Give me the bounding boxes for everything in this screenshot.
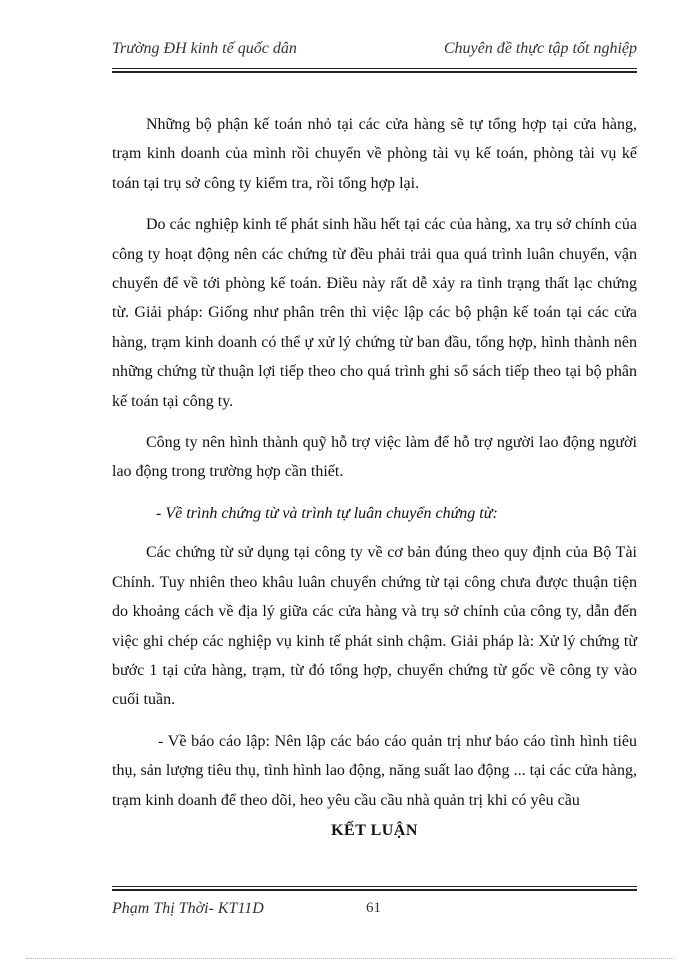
paragraph-document-usage: Các chứng từ sử dụng tại công ty về cơ bản đúng theo quy định của Bộ Tài Chính. Tuy nhiên theo khâu luân chuyển chứng từ tại công chưa được thuận tiện do khoảng cách về địa lý giữa các cửa hàng và trụ sở chính của công ty, dẫn đến việc ghi chép các nghiệp vụ kinh tế phát sinh chậm. Giải pháp là: Xử lý chứng từ bước 1 tại cửa hàng, trạm, từ đó tổng hợp, chuyển chứng từ gốc về công ty vào cuối tuần. [112,544,637,709]
header-report-title: Chuyên đề thực tập tốt nghiệp [443,40,637,57]
page-number: 61 [366,900,381,916]
footer-divider [112,886,637,891]
page-header [112,40,637,64]
document-body [112,110,637,827]
bullet-document-procedure: - Về trình chứng từ và trình tự luân chuyển chứng từ: [156,504,498,522]
header-divider [112,68,637,73]
paragraph-document-flow: Do các nghiệp kinh tế phát sinh hầu hết tại các của hàng, xa trụ sở chính của công ty hoạt động nên các chứng từ đều phải trải qua quá trình luân chuyển, vận chuyển để về tới phòng kế toán. Điều này rất dễ xảy ra tình trạng thất lạc chứng từ. Giải pháp: Giống như phân trên thì việc lập các bộ phận kế toán tại các cửa hàng, trạm kinh doanh có thể ự xử lý chứng từ ban đầu, tổng hợp, hình thành nên những chứng từ thuận lợi tiếp theo cho quá trình ghi sổ sách tiếp theo tại bộ phân kế toán tại công ty. [112,216,637,410]
footer-author: Phạm Thị Thời- KT11D [112,900,264,917]
paragraph-support-fund: Công ty nên hình thành quỹ hỗ trợ việc làm để hỗ trợ người lao động người lao động trong trường hợp cần thiết. [112,434,637,481]
paragraph-accounting-units: Những bộ phận kế toán nhỏ tại các cửa hàng sẽ tự tổng hợp tại cửa hàng, trạm kinh doanh của mình rồi chuyển về phòng tài vụ kế toán, phòng tài vụ kế toán tại trụ sở công ty kiểm tra, rồi tổng hợp lại. [112,116,637,192]
header-university: Trường ĐH kinh tế quốc dân [112,40,297,57]
page-edge-dotted-line [26,958,674,959]
page-footer [112,900,637,924]
bullet-reporting: - Về báo cáo lập: Nên lập các báo cáo quản trị như báo cáo tình hình tiêu thụ, sản lượng tiêu thụ, tình hình lao động, năng suất lao động ... tại các cửa hàng, trạm kinh doanh để theo dõi, heo yêu cầu cầu nhà quản trị khi có yêu cầu [112,732,637,809]
section-heading-conclusion: KẾT LUẬN [331,822,418,839]
